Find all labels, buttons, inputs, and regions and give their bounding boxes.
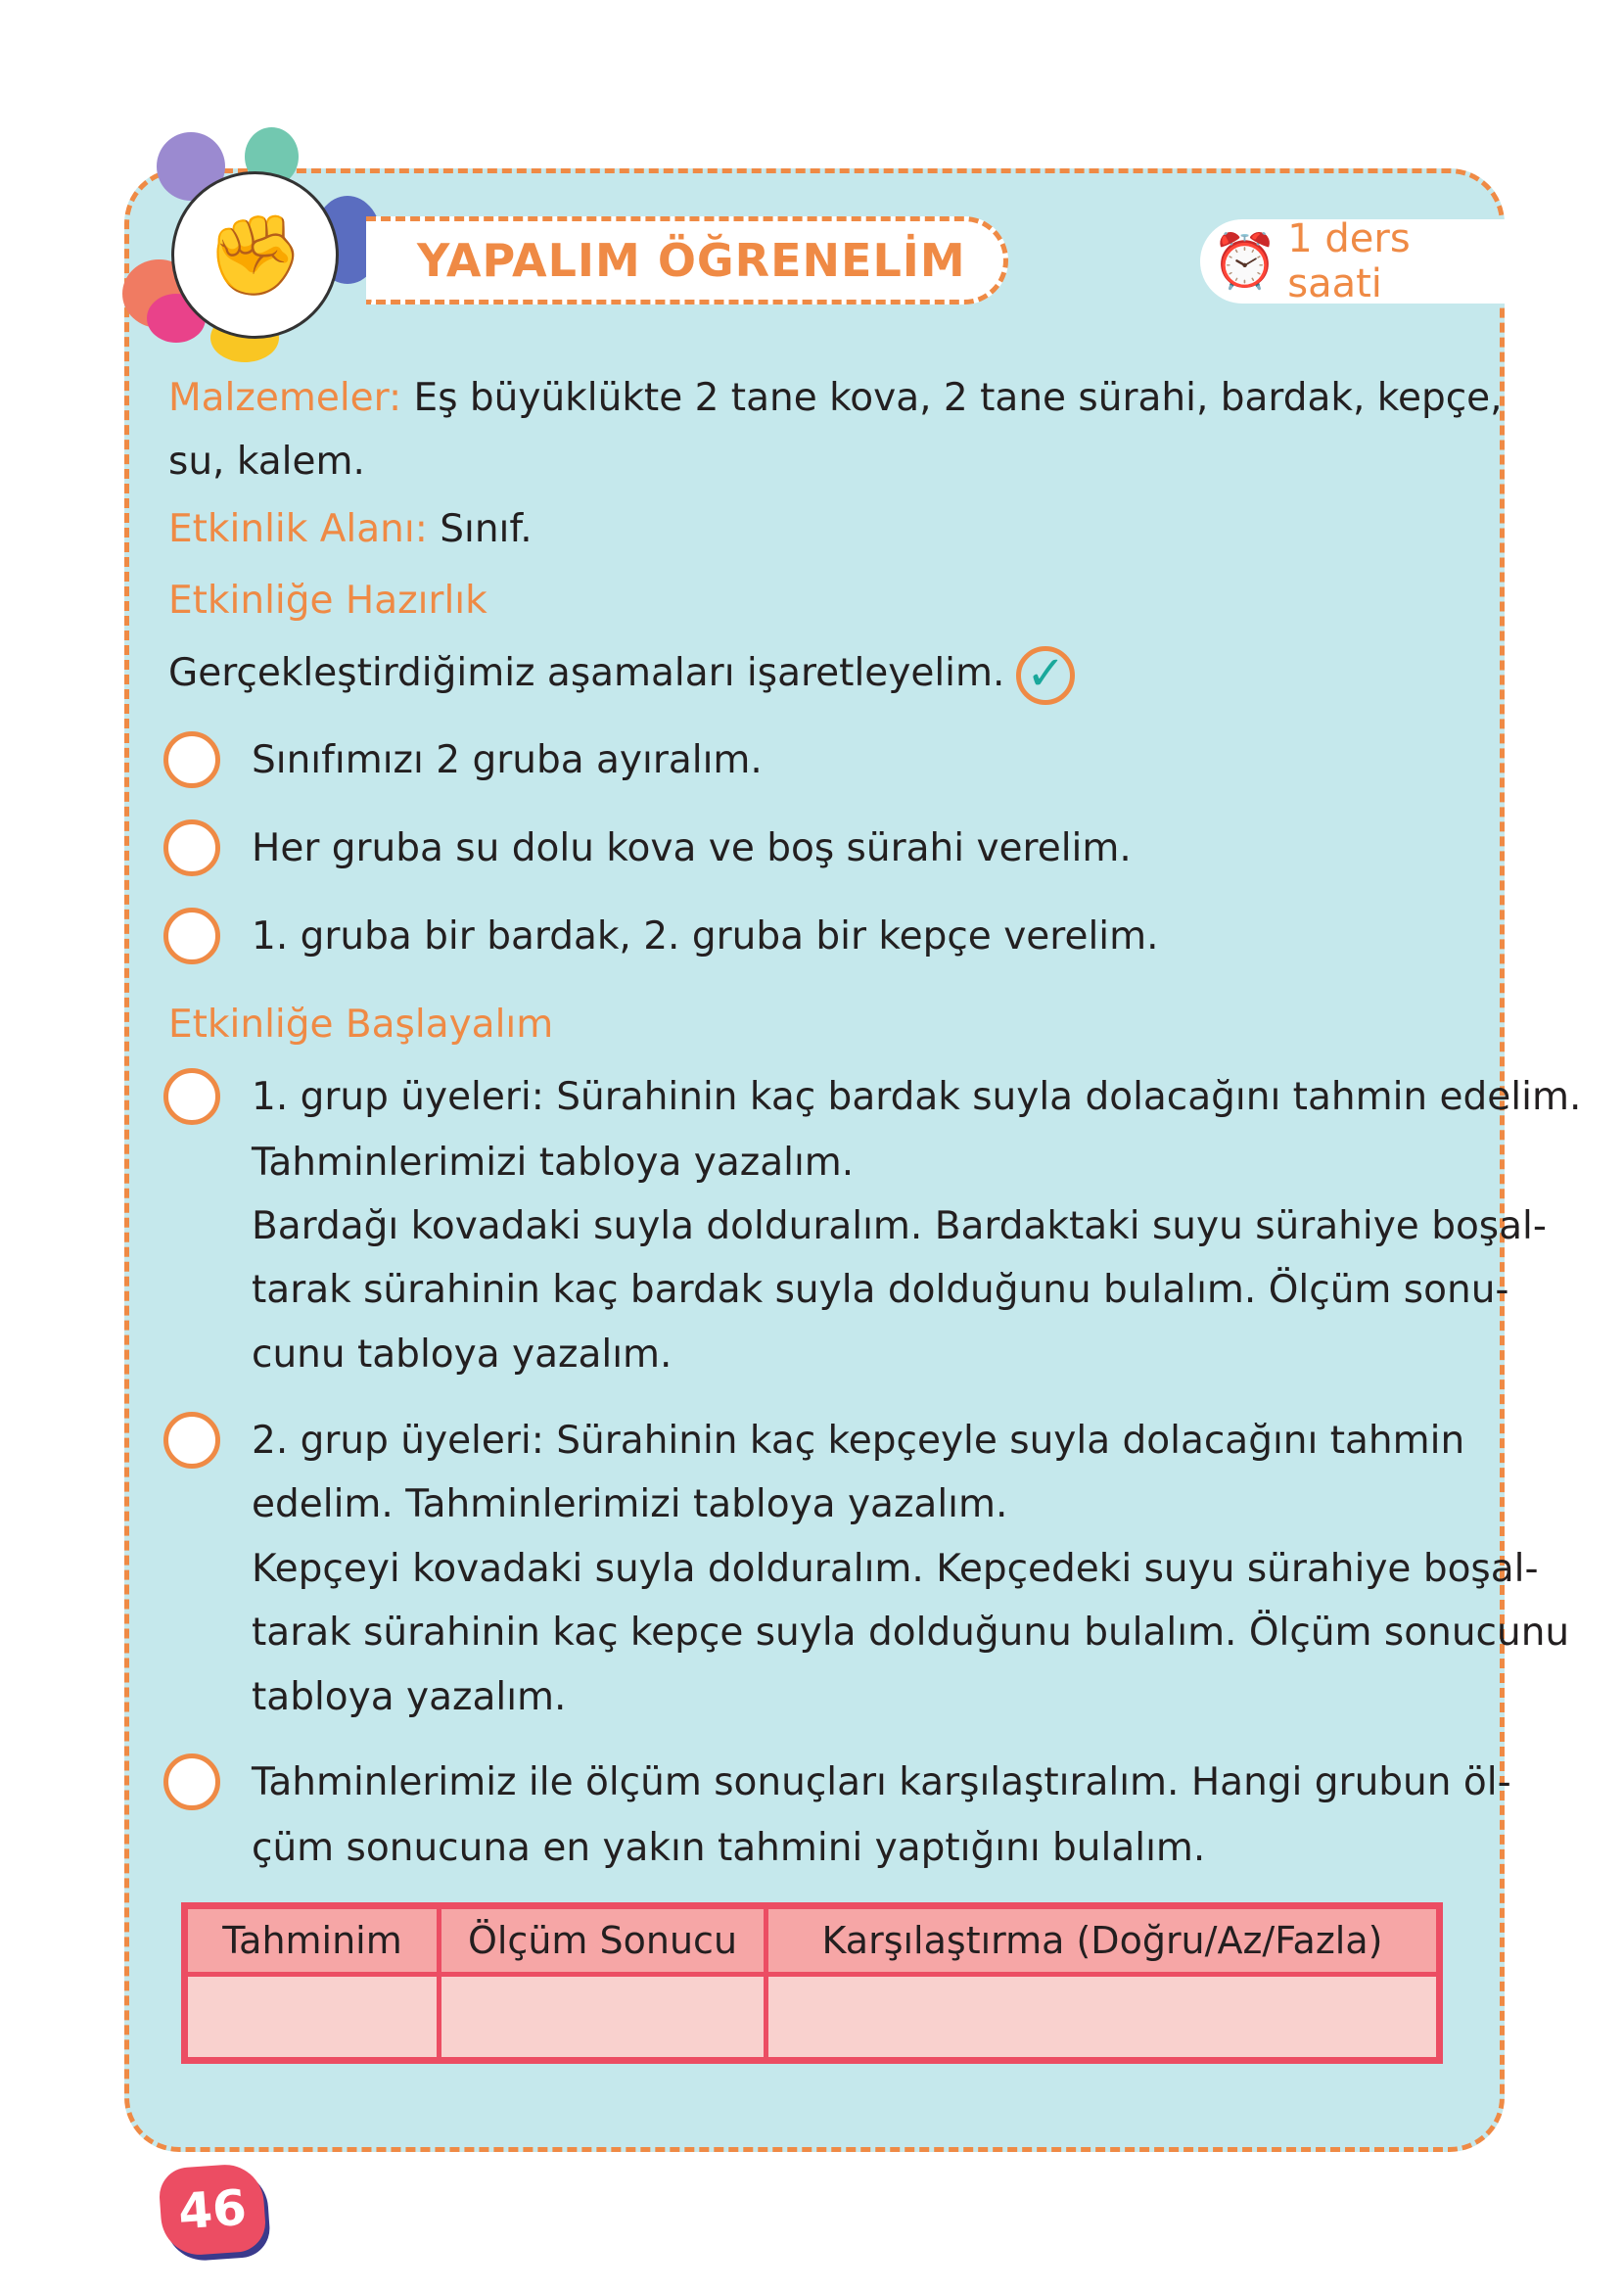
page-number: 46 — [158, 2162, 267, 2257]
section-title-banner — [366, 216, 1008, 304]
table-cell[interactable] — [185, 1975, 440, 2061]
area-text: Sınıf. — [427, 507, 533, 551]
prep-item: Her gruba su dolu kova ve boş sürahi verelim. — [252, 826, 1132, 870]
prep-heading: Etkinliğe Hazırlık — [168, 579, 487, 623]
area-line — [168, 500, 533, 559]
section-title: YAPALIM ÖĞRENELİM — [417, 234, 966, 287]
materials-text: Eş büyüklükte 2 tane kova, 2 tane sürahi, bardak, kepçe, — [401, 376, 1503, 420]
checkbox-circle[interactable] — [163, 1753, 220, 1810]
step-line: tabloya yazalım. — [252, 1675, 567, 1719]
prep-item: 1. gruba bir bardak, 2. gruba bir kepçe verelim. — [252, 914, 1159, 958]
table-header: Tahminim — [185, 1906, 440, 1975]
step-line: Tahminlerimizi tabloya yazalım. — [252, 1141, 855, 1185]
table-cell[interactable] — [766, 1975, 1440, 2061]
step-line: cunu tabloya yazalım. — [252, 1333, 673, 1377]
step-line: 1. grup üyeleri: Sürahinin kaç bardak suyla dolacağını tahmin edelim. — [252, 1075, 1582, 1119]
step-line: çüm sonucuna en yakın tahmini yaptığını bulalım. — [252, 1826, 1206, 1870]
materials-label: Malzemeler: — [168, 376, 402, 420]
table-header: Karşılaştırma (Doğru/Az/Fazla) — [766, 1906, 1440, 1975]
step-line: Bardağı kovadaki suyla dolduralım. Bardaktaki suyu sürahiye boşal- — [252, 1204, 1547, 1248]
table-cell[interactable] — [440, 1975, 766, 2061]
duration-badge — [1200, 216, 1506, 306]
prep-instruction: Gerçekleştirdiğimiz aşamaları işaretleyelim. — [168, 651, 1005, 695]
area-label: Etkinlik Alanı: — [168, 507, 428, 551]
checkbox-circle[interactable] — [163, 908, 220, 964]
alarm-clock-icon: ⏰ — [1212, 230, 1278, 292]
checkbox-circle[interactable] — [163, 1412, 220, 1469]
prep-instruction-line — [168, 644, 1075, 705]
step-line: 2. grup üyeleri: Sürahinin kaç kepçeyle suyla dolacağını tahmin — [252, 1419, 1465, 1463]
step-line: edelim. Tahminlerimizi tabloya yazalım. — [252, 1482, 1008, 1526]
prep-item: Sınıfımızı 2 gruba ayıralım. — [252, 738, 763, 782]
checkmark-icon: ✓ — [1016, 646, 1075, 705]
table-row — [185, 1975, 1440, 2061]
hands-together-emblem: ✊ — [171, 171, 339, 339]
materials-line — [168, 369, 1503, 428]
start-heading: Etkinliğe Başlayalım — [168, 1003, 554, 1047]
duration-text: 1 ders saati — [1287, 216, 1411, 306]
step-line: Tahminlerimiz ile ölçüm sonuçları karşılaştıralım. Hangi grubun öl- — [252, 1760, 1511, 1804]
checkbox-circle[interactable] — [163, 1068, 220, 1125]
checkbox-circle[interactable] — [163, 819, 220, 876]
results-table — [181, 1902, 1443, 2064]
materials-line-2: su, kalem. — [168, 440, 365, 484]
step-line: tarak sürahinin kaç kepçe suyla dolduğunu bulalım. Ölçüm sonucunu — [252, 1611, 1570, 1655]
table-header: Ölçüm Sonucu — [440, 1906, 766, 1975]
step-line: Kepçeyi kovadaki suyla dolduralım. Kepçedeki suyu sürahiye boşal- — [252, 1547, 1539, 1591]
checkbox-circle[interactable] — [163, 731, 220, 788]
step-line: tarak sürahinin kaç bardak suyla dolduğunu bulalım. Ölçüm sonu- — [252, 1268, 1509, 1312]
